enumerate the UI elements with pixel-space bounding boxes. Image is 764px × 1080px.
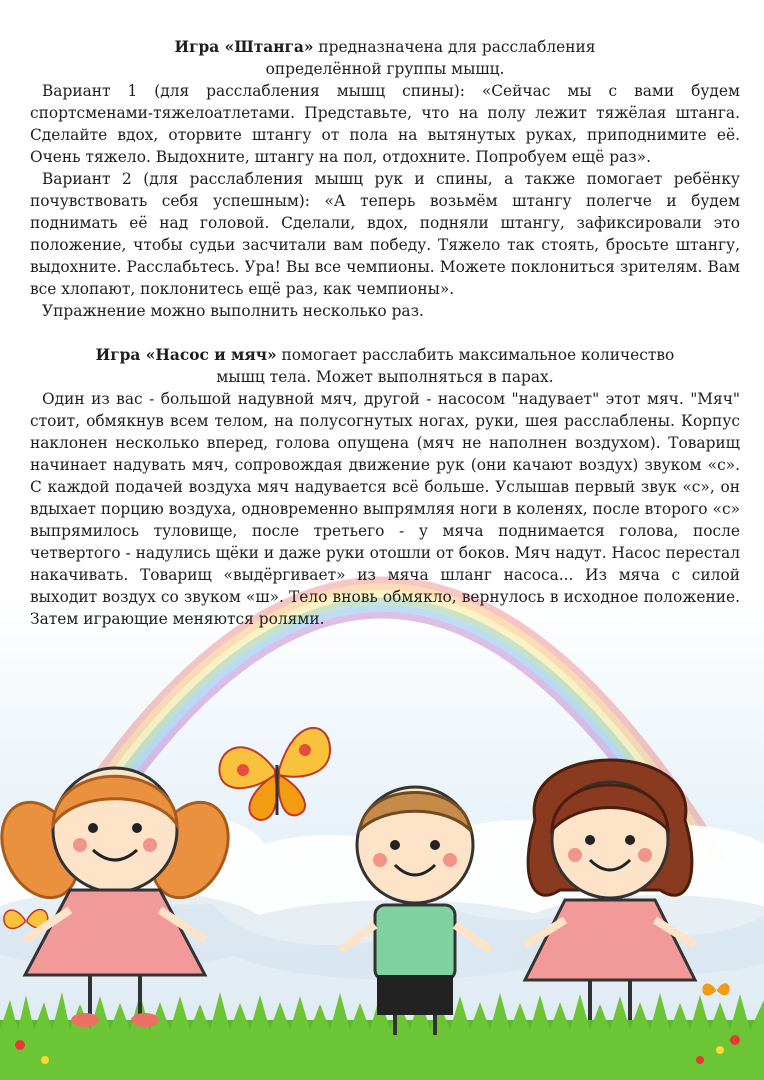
game2-title <box>30 344 740 388</box>
game1-intro-line1: предназначена для расслабления <box>313 38 596 56</box>
game1-name: Игра «Штанга» <box>174 38 314 56</box>
game2-intro-line2: мышц тела. Может выполняться в парах. <box>216 368 554 386</box>
game1-title <box>30 36 740 80</box>
game1-variant1: Вариант 1 (для расслабления мышц спины): «Сейчас мы с вами будем спортсменами-тяжелоатлетами. Представьте, что на полу лежит тяжёлая штанга. Сделайте вдох, оторвите штангу от пола на вытянутых руках, приподнимите её. Очень тяжело. Выдохните, штангу на пол, отдохните. Попробуем ещё раз». <box>30 82 740 166</box>
girl-right-illustration <box>525 760 695 1020</box>
game2-intro-line1: помогает расслабить максимальное количество <box>276 346 675 364</box>
game2-body: Один из вас - большой надувной мяч, другой - насосом "надувает" этот мяч. "Мяч" стоит, обмякнув всем телом, на полусогнутых ногах, руки, шея расслаблены. Корпус наклонен несколько вперед, голова опущена (мяч не наполнен воздухом). Товарищ начинает надувать мяч, сопровождая движение рук (они качают воздух) звуком «с». С каждой подачей воздуха мяч надувается всё больше. Услышав первый звук «с», он вдыхает порцию воздуха, одновременно выпрямляя ноги в коленях, после второго «с» выпрямилось туловище, после третьего - у мяча поднимается голова, после четвертого - надулись щёки и даже руки отошли от боков. Мяч надут. Насос перестал накачивать. Товарищ «выдёргивает» из мяча шланг насоса... Из мяча с силой выходит воздух со звуком «ш». Тело вновь обмякло, вернулось в исходное положение. Затем играющие меняются ролями. <box>30 390 740 628</box>
game1-variant2: Вариант 2 (для расслабления мышц рук и спины, а также помогает ребёнку почувствовать себя успешным): «А теперь возьмём штангу полегче и будем поднимать её над головой. Сделали, вдох, подняли штангу, зафиксировали это положение, чтобы судьи засчитали вам победу. Тяжело так стоять, бросьте штангу, выдохните. Расслабьтесь. Ура! Вы все чемпионы. Можете поклониться зрителям. Вам все хлопают, поклонитесь ещё раз, как чемпионы». <box>30 170 740 298</box>
game1-intro-line2: определённой группы мышц. <box>265 60 505 78</box>
game1-repeat: Упражнение можно выполнить несколько раз. <box>42 302 424 320</box>
document-text <box>30 36 740 630</box>
game2-name: Игра «Насос и мяч» <box>95 346 277 364</box>
